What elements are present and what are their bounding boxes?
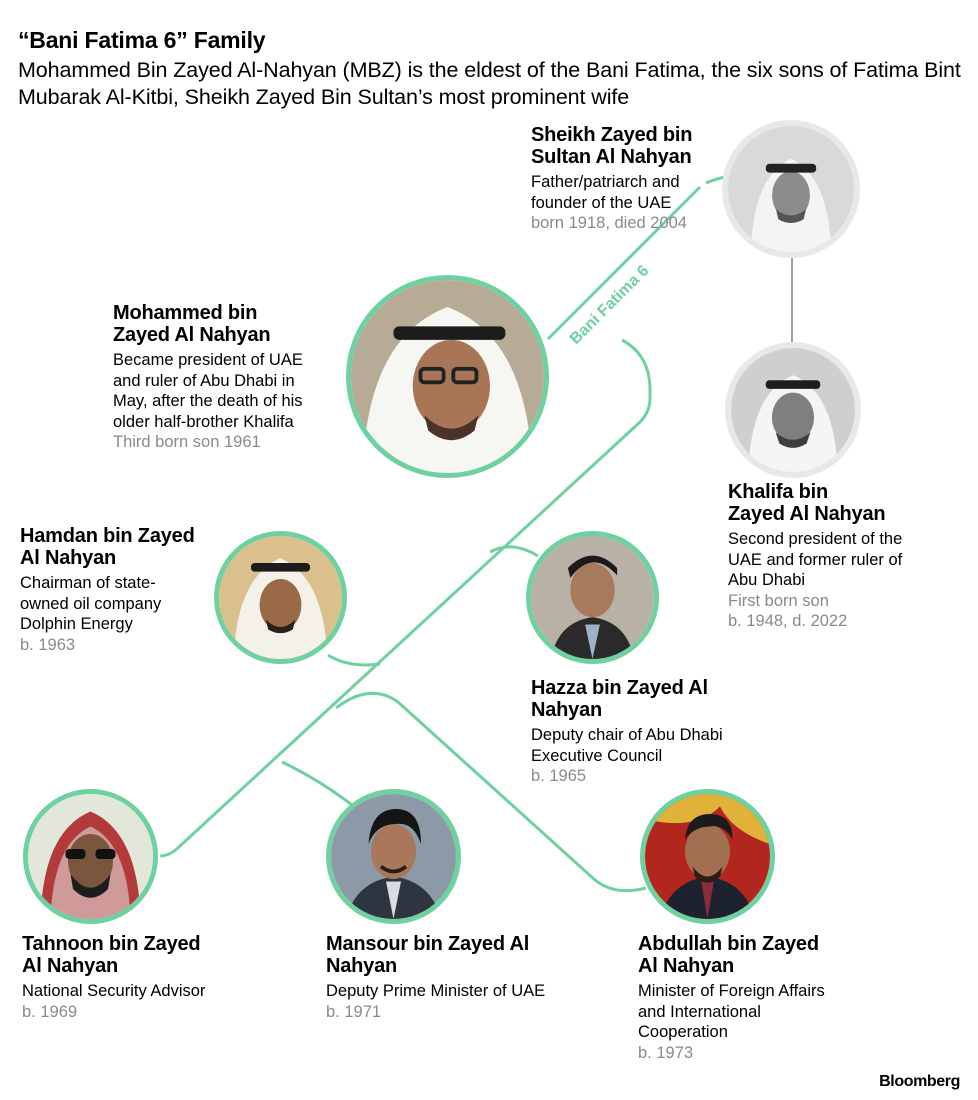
- hamdan-branch: [328, 655, 380, 665]
- khalifa-info: [728, 481, 902, 632]
- abdullah-face-icon: [645, 794, 770, 919]
- abdullah-info: [638, 933, 825, 1063]
- mansour-name-line1: Mansour bin Zayed Al: [326, 933, 530, 955]
- mohammed-name-line1: Mohammed bin: [113, 302, 258, 324]
- abdullah-desc-line: Cooperation: [638, 1023, 728, 1041]
- hazza-desc-line: Executive Council: [531, 746, 663, 765]
- abdullah-name-line2: Al Nahyan: [638, 955, 735, 977]
- chart-subtitle: Mohammed Bin Zayed Al-Nahyan (MBZ) is the eldest of the Bani Fatima, the six sons of Fatima Bint Mubarak Al-Kitbi, Sheikh Zayed Bin Sultan’s most prominent wife: [18, 58, 961, 109]
- hazza-born: b. 1965: [531, 767, 587, 785]
- zayed-desc-line: Father/patriarch and: [531, 173, 680, 191]
- zayed-face-icon: [728, 126, 854, 252]
- khalifa-desc-line: UAE and former ruler of: [728, 550, 903, 569]
- khalifa-desc-line: Second president of the: [728, 530, 903, 548]
- hamdan-desc-line: Chairman of state-: [20, 574, 156, 592]
- mohammed-face-icon: [351, 280, 544, 473]
- hamdan-name-line2: Al Nahyan: [20, 547, 117, 569]
- hazza-name-line2: Nahyan: [531, 699, 603, 721]
- mohammed-desc-line: Became president of UAE: [113, 351, 303, 369]
- hamdan-face-icon: [219, 536, 342, 659]
- zayed-born: born 1918, died 2004: [531, 214, 687, 232]
- tahnoon-name-line1: Tahnoon bin Zayed: [22, 933, 201, 955]
- hamdan-desc-line: owned oil company: [20, 594, 162, 613]
- mansour-info: [326, 933, 545, 1022]
- abdullah-portrait: [640, 789, 775, 924]
- khalifa-born-line2: b. 1948, d. 2022: [728, 612, 848, 630]
- zayed-info: [531, 124, 692, 234]
- mohammed-info: [113, 302, 303, 453]
- mansour-desc-line: Deputy Prime Minister of UAE: [326, 982, 546, 1000]
- zayed-portrait: [722, 120, 860, 258]
- tahnoon-desc-line: National Security Advisor: [22, 982, 206, 1000]
- tahnoon-face-icon: [28, 794, 153, 919]
- chart-title: “Bani Fatima 6” Family: [18, 27, 266, 53]
- mohammed-desc-line: and ruler of Abu Dhabi in: [113, 371, 295, 390]
- mansour-face-icon: [331, 794, 456, 919]
- zayed-name-line1: Sheikh Zayed bin: [531, 124, 693, 146]
- hamdan-desc-line: Dolphin Energy: [20, 615, 133, 633]
- khalifa-born-line1: First born son: [728, 591, 829, 610]
- mansour-born: b. 1971: [326, 1002, 382, 1021]
- bani-fatima-label: Bani Fatima 6: [566, 262, 653, 348]
- hazza-info: [531, 677, 723, 787]
- mansour-name-line2: Nahyan: [326, 955, 398, 977]
- mansour-portrait: [326, 789, 461, 924]
- abdullah-name-line1: Abdullah bin Zayed: [638, 933, 819, 955]
- mohammed-portrait: [346, 275, 549, 478]
- hamdan-info: [20, 525, 195, 655]
- hazza-portrait: [526, 531, 659, 664]
- khalifa-face-icon: [731, 348, 855, 472]
- bloomberg-logo: Bloomberg: [879, 1073, 960, 1090]
- hamdan-portrait: [214, 531, 347, 664]
- tahnoon-info: [22, 933, 205, 1022]
- mohammed-name-line2: Zayed Al Nahyan: [113, 324, 271, 346]
- hamdan-name-line1: Hamdan bin Zayed: [20, 525, 195, 547]
- mohammed-desc-line: older half-brother Khalifa: [113, 412, 294, 431]
- hazza-desc-line: Deputy chair of Abu Dhabi: [531, 726, 723, 744]
- mohammed-desc-line: May, after the death of his: [113, 392, 303, 410]
- mansour-branch: [282, 762, 356, 808]
- tahnoon-portrait: [23, 789, 158, 924]
- hazza-face-icon: [531, 536, 654, 659]
- khalifa-name-line1: Khalifa bin: [728, 481, 829, 503]
- tahnoon-born: b. 1969: [22, 1002, 78, 1021]
- khalifa-desc-line: Abu Dhabi: [728, 571, 806, 589]
- mohammed-born: Third born son 1961: [113, 433, 261, 451]
- hamdan-born: b. 1963: [20, 635, 76, 654]
- abdullah-desc-line: Minister of Foreign Affairs: [638, 982, 825, 1000]
- abdullah-desc-line: and International: [638, 1002, 761, 1021]
- abdullah-born: b. 1973: [638, 1043, 694, 1062]
- tahnoon-name-line2: Al Nahyan: [22, 955, 119, 977]
- khalifa-name-line2: Zayed Al Nahyan: [728, 503, 886, 525]
- khalifa-portrait: [725, 342, 861, 478]
- zayed-desc-line: founder of the UAE: [531, 193, 672, 212]
- zayed-name-line2: Sultan Al Nahyan: [531, 146, 692, 168]
- hazza-name-line1: Hazza bin Zayed Al: [531, 677, 708, 699]
